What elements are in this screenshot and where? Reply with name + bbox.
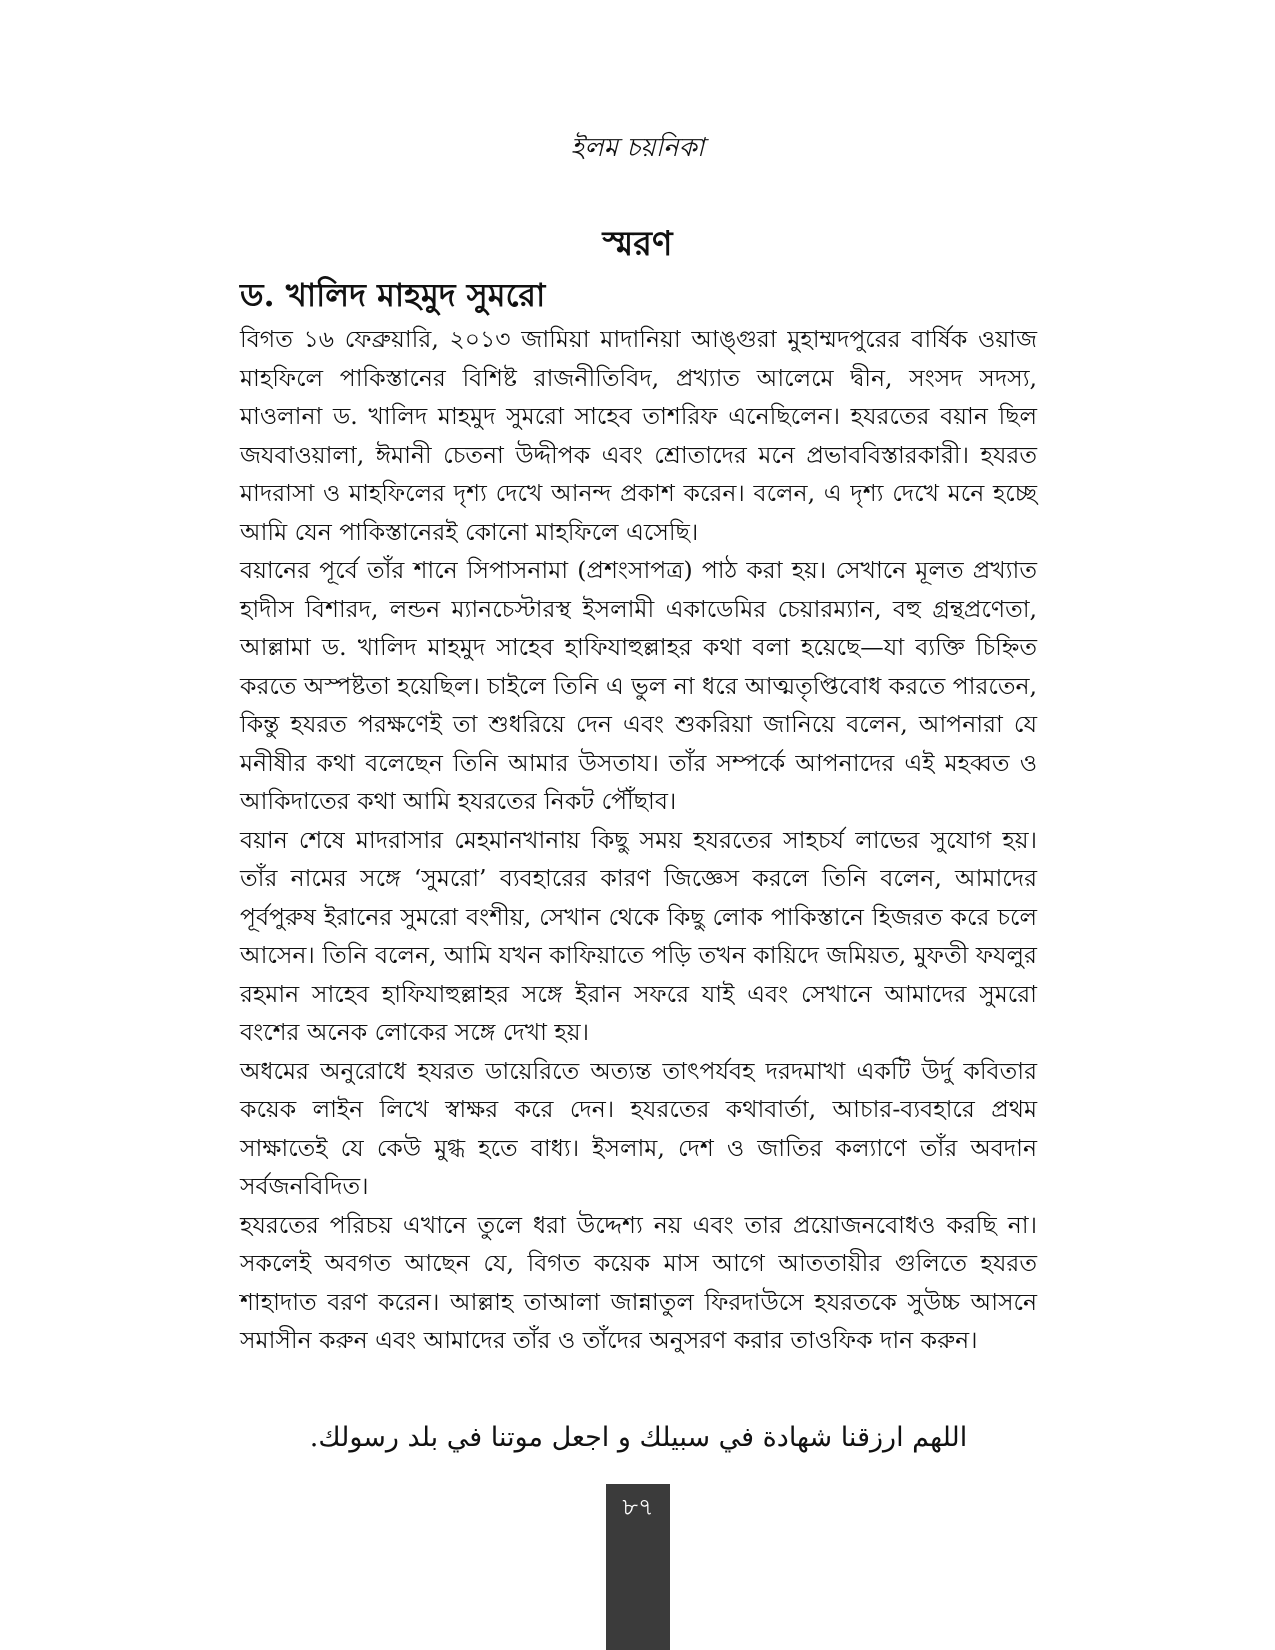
article-title: স্মরণ — [602, 224, 673, 264]
paragraph-4: অধমের অনুরোধে হযরত ডায়েরিতে অত্যন্ত তাৎপর্যবহ দরদমাখা একটি উর্দু কবিতার কয়েক লাইন লিখে স্বাক্ষর করে দেন। হযরতের কথাবার্তা, আচার-ব্যবহারে প্রথম সাক্ষাতেই যে কেউ মুগ্ধ হতে বাধ্য। ইসলাম, দেশ ও জাতির কল্যাণে তাঁর অবদান সর্বজনবিদিত। — [240, 1056, 1037, 1200]
page-number: ৮৭ — [622, 1493, 654, 1521]
running-header: ইলম চয়নিকা — [570, 133, 705, 163]
arabic-prayer: اللهم ارزقنا شهادة في سبيلك و اجعل موتنا في بلد رسولك. — [309, 1422, 968, 1453]
paragraph-3: বয়ান শেষে মাদরাসার মেহমানখানায় কিছু সময় হযরতের সাহচর্য লাভের সুযোগ হয়। তাঁর নামের সঙ্গে ‘সুমরো’ ব্যবহারের কারণ জিজ্ঞেস করলে তিনি বলেন, আমাদের পূর্বপুরুষ ইরানের সুমরো বংশীয়, সেখান থেকে কিছু লোক পাকিস্তানে হিজরত করে চলে আসেন। তিনি বলেন, আমি যখন কাফিয়াতে পড়ি তখন কায়িদে জমিয়ত, মুফতী ফযলুর রহমান সাহেব হাফিযাহুল্লাহর সঙ্গে ইরান সফরে যাই এবং সেখানে আমাদের সুমরো বংশের অনেক লোকের সঙ্গে দেখা হয়। — [240, 825, 1037, 1046]
author-name: ড. খালিদ মাহমুদ সুমরো — [240, 276, 546, 314]
page-number-tab — [606, 1484, 670, 1650]
paragraph-5: হযরতের পরিচয় এখানে তুলে ধরা উদ্দেশ্য নয় এবং তার প্রয়োজনবোধও করছি না। সকলেই অবগত আছেন যে, বিগত কয়েক মাস আগে আততায়ীর গুলিতে হযরত শাহাদাত বরণ করেন। আল্লাহ তাআলা জান্নাতুল ফিরদাউসে হযরতকে সুউচ্চ আসনে সমাসীন করুন এবং আমাদের তাঁর ও তাঁদের অনুসরণ করার তাওফিক দান করুন। — [240, 1210, 1037, 1354]
article-body — [240, 320, 1037, 1360]
paragraph-1: বিগত ১৬ ফেব্রুয়ারি, ২০১৩ জামিয়া মাদানিয়া আঙ্গুরা মুহাম্মদপুরের বার্ষিক ওয়াজ মাহফিলে পাকিস্তানের বিশিষ্ট রাজনীতিবিদ, প্রখ্যাত আলেমে দ্বীন, সংসদ সদস্য, মাওলানা ড. খালিদ মাহমুদ সুমরো সাহেব তাশরিফ এনেছিলেন। হযরতের বয়ান ছিল জযবাওয়ালা, ঈমানী চেতনা উদ্দীপক এবং শ্রোতাদের মনে প্রভাববিস্তারকারী। হযরত মাদরাসা ও মাহফিলের দৃশ্য দেখে আনন্দ প্রকাশ করেন। বলেন, এ দৃশ্য দেখে মনে হচ্ছে আমি যেন পাকিস্তানেরই কোনো মাহফিলে এসেছি। — [240, 325, 1037, 546]
paragraph-2: বয়ানের পূর্বে তাঁর শানে সিপাসনামা (প্রশংসাপত্র) পাঠ করা হয়। সেখানে মূলত প্রখ্যাত হাদীস বিশারদ, লন্ডন ম্যানচেস্টারস্থ ইসলামী একাডেমির চেয়ারম্যান, বহু গ্রন্থপ্রণেতা, আল্লামা ড. খালিদ মাহমুদ সাহেব হাফিযাহুল্লাহর কথা বলা হয়েছে—যা ব্যক্তি চিহ্নিত করতে অস্পষ্টতা হয়েছিল। চাইলে তিনি এ ভুল না ধরে আত্মতৃপ্তিবোধ করতে পারতেন, কিন্তু হযরত পরক্ষণেই তা শুধরিয়ে দেন এবং শুকরিয়া জানিয়ে বলেন, আপনারা যে মনীষীর কথা বলেছেন তিনি আমার উসতায। তাঁর সম্পর্কে আপনাদের এই মহব্বত ও আকিদাতের কথা আমি হযরতের নিকট পৌঁছাব। — [240, 556, 1037, 815]
